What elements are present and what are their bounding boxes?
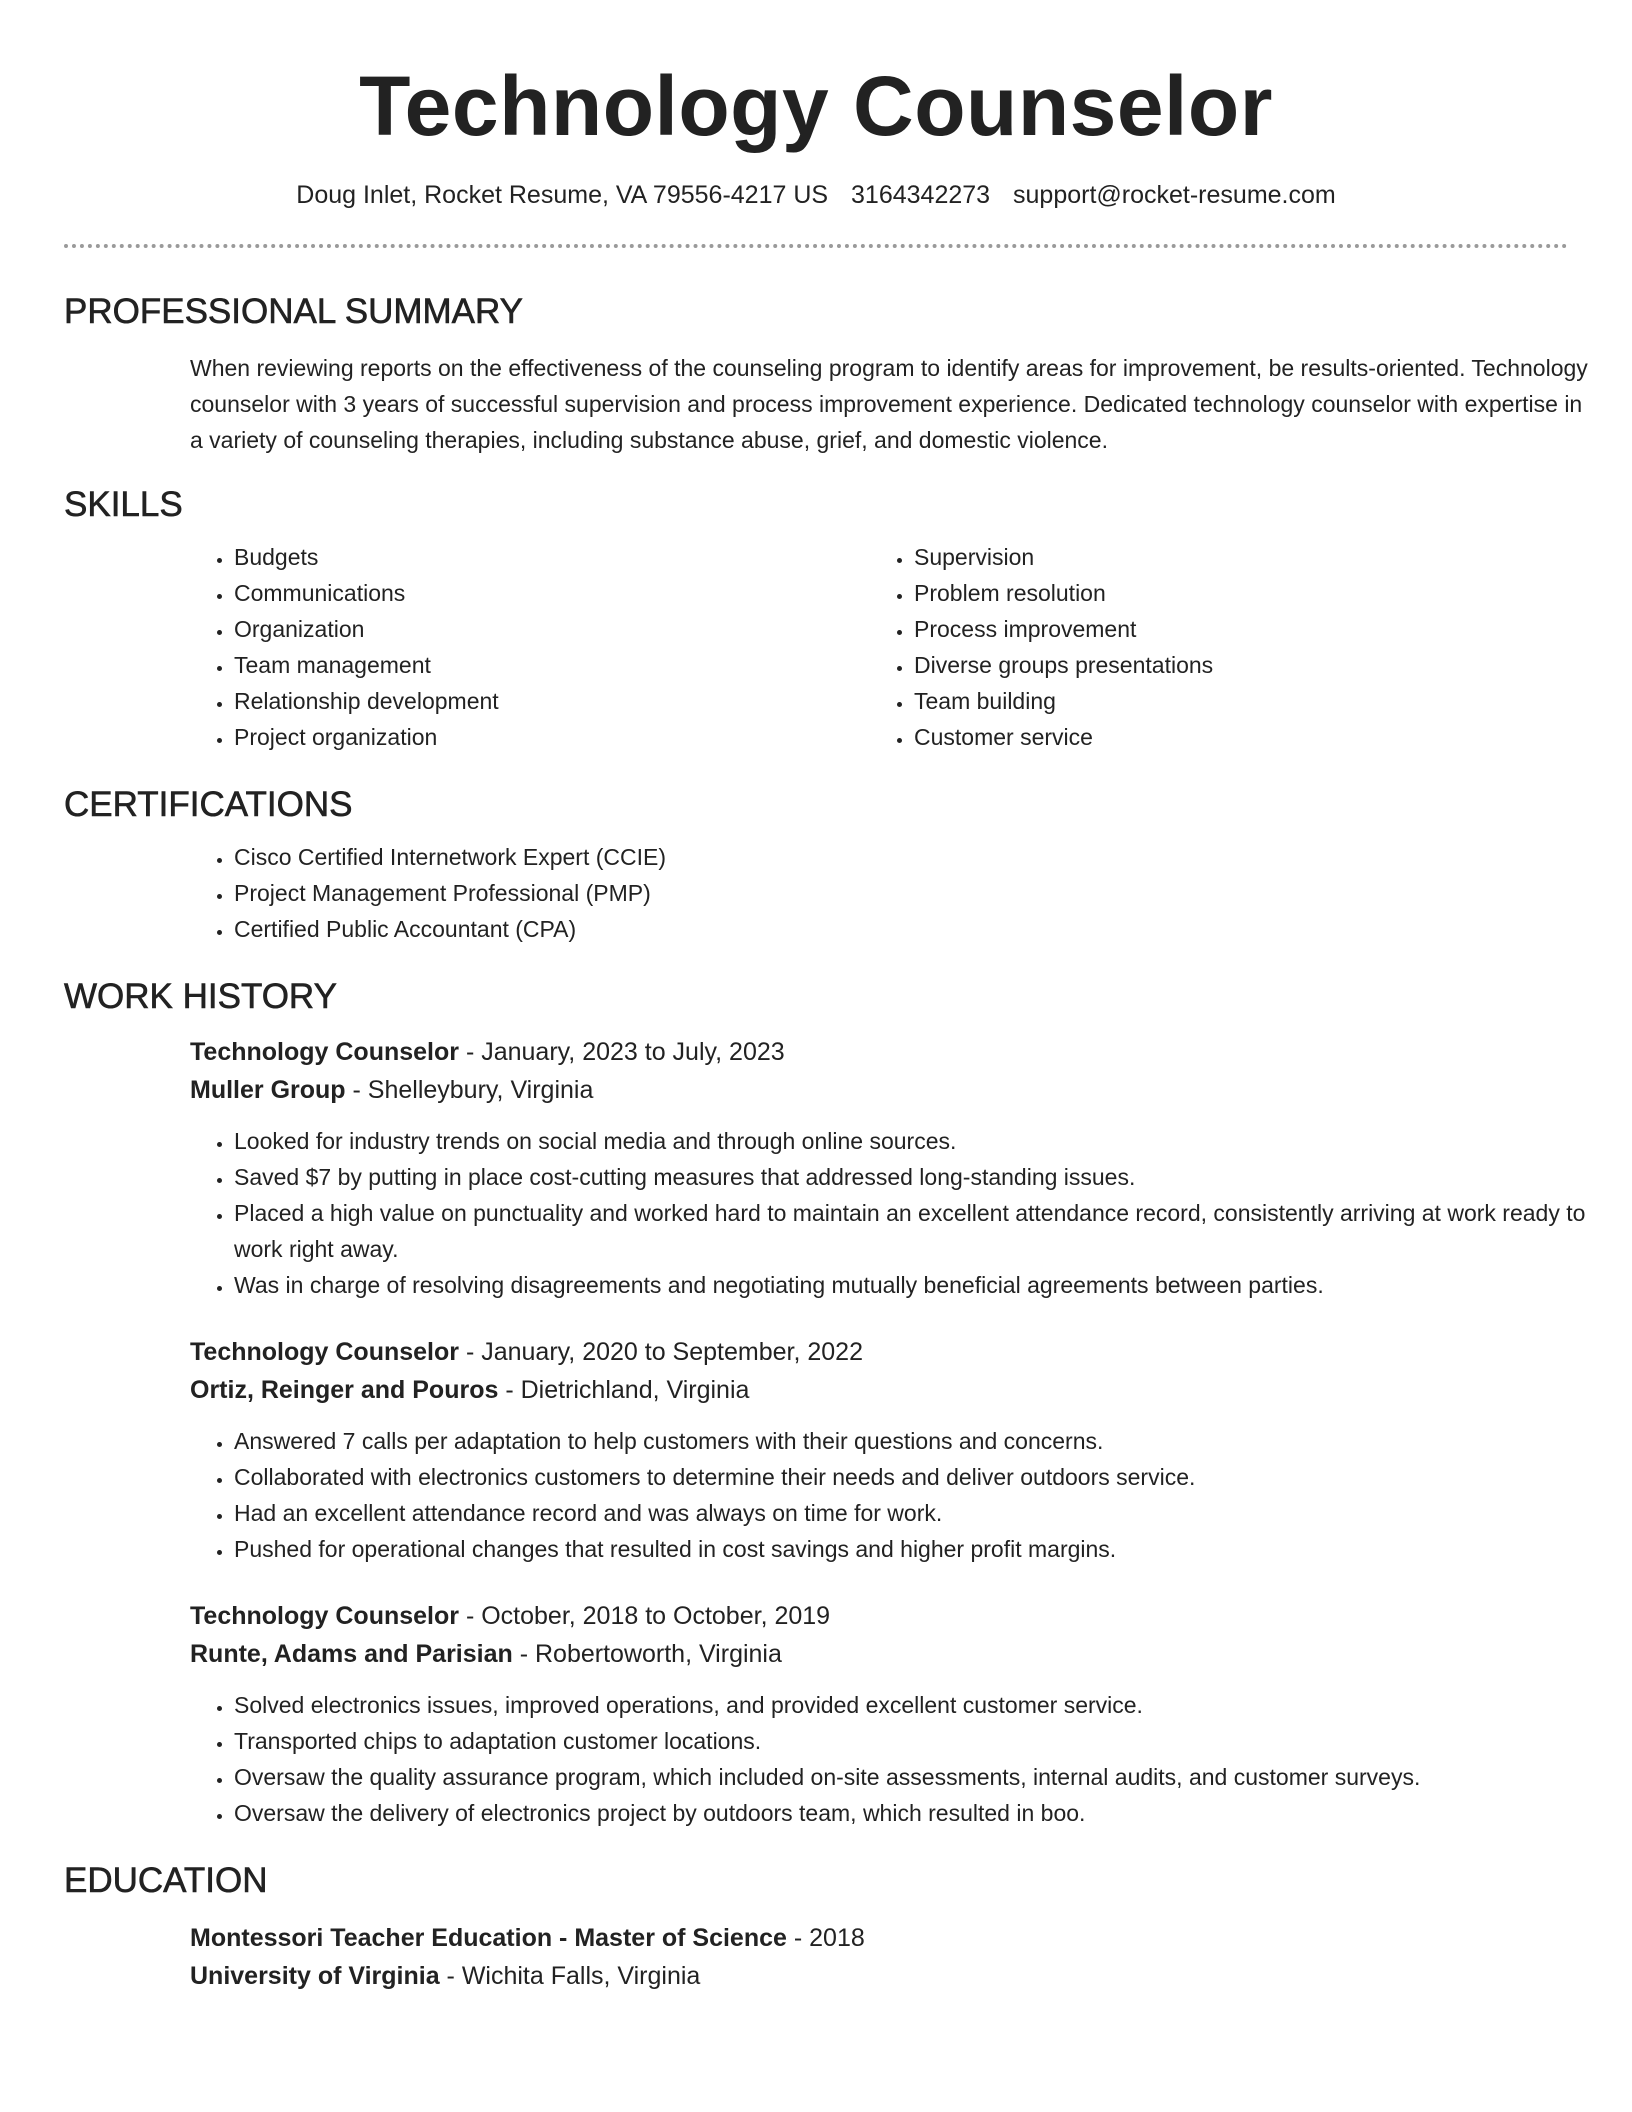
certification-item: • Cisco Certified Internetwork Expert (CCIE) xyxy=(234,839,1568,875)
job-company-line xyxy=(190,1071,1568,1109)
skill-item: • Budgets xyxy=(234,539,870,575)
page-title: Technology Counselor xyxy=(359,59,1273,153)
summary-text: When reviewing reports on the effectiveness of the counseling program to identify areas for improvement, be results-oriented. Technology counselor with 3 years of successful supervision and process improvement experience. Dedicated technology counselor with expertise in a variety of counseling therapies, including substance abuse, grief, and domestic violence. xyxy=(190,355,1588,453)
job-location: - Robertoworth, Virginia xyxy=(512,1640,782,1668)
education-school-line xyxy=(190,1957,1568,1995)
education-degree-line xyxy=(190,1919,1568,1957)
skill-item: • Relationship development xyxy=(234,683,870,719)
skill-item: • Process improvement xyxy=(914,611,1550,647)
job-location: - Shelleybury, Virginia xyxy=(345,1076,594,1104)
job-role: Technology Counselor xyxy=(190,1338,459,1366)
section-title-skills: SKILLS xyxy=(64,485,183,524)
contact-email: support@rocket-resume.com xyxy=(1013,181,1336,209)
skill-item: • Project organization xyxy=(234,719,870,755)
resume-page xyxy=(64,0,1588,1995)
skill-item: • Customer service xyxy=(914,719,1550,755)
header-divider xyxy=(64,244,1568,248)
job-entry xyxy=(190,1333,1568,1567)
job-bullet: • Placed a high value on punctuality and worked hard to maintain an excellent attendance record, consistently arriving at work ready to work right away. xyxy=(234,1195,1610,1267)
job-title-line xyxy=(190,1597,1568,1635)
contact-address: Doug Inlet, Rocket Resume, VA 79556-4217 US xyxy=(296,181,829,209)
job-role: Technology Counselor xyxy=(190,1038,459,1066)
education-degree: Montessori Teacher Education - Master of Science xyxy=(190,1924,787,1952)
job-company-line xyxy=(190,1635,1568,1673)
job-location: - Dietrichland, Virginia xyxy=(498,1376,750,1404)
job-bullet: • Had an excellent attendance record and was always on time for work. xyxy=(234,1495,1610,1531)
contact-line xyxy=(64,180,1568,210)
job-entry xyxy=(190,1033,1586,1303)
contact-phone: 3164342273 xyxy=(851,181,991,209)
education-entry xyxy=(190,1919,1568,1995)
skill-item: • Organization xyxy=(234,611,870,647)
job-company: Ortiz, Reinger and Pouros xyxy=(190,1376,499,1404)
job-bullet: • Answered 7 calls per adaptation to help customers with their questions and concerns. xyxy=(234,1423,1610,1459)
section-title-work-history: WORK HISTORY xyxy=(64,977,337,1016)
skill-item: • Supervision xyxy=(914,539,1550,575)
job-entry xyxy=(190,1597,1568,1831)
skills-column-right xyxy=(870,539,1550,755)
skill-item: • Communications xyxy=(234,575,870,611)
job-bullet: • Saved $7 by putting in place cost-cutting measures that addressed long-standing issues. xyxy=(234,1159,1610,1195)
job-company: Muller Group xyxy=(190,1076,346,1104)
job-bullet: • Looked for industry trends on social media and through online sources. xyxy=(234,1123,1610,1159)
section-title-summary: PROFESSIONAL SUMMARY xyxy=(64,292,523,331)
skill-item: • Team management xyxy=(234,647,870,683)
job-title-line xyxy=(190,1333,1568,1371)
certifications-list xyxy=(190,839,1568,947)
skills-list xyxy=(190,539,1568,755)
job-title-line xyxy=(190,1033,1568,1071)
education-school: University of Virginia xyxy=(190,1962,440,1990)
skill-item: • Diverse groups presentations xyxy=(914,647,1550,683)
job-company-line xyxy=(190,1371,1568,1409)
certification-item: • Certified Public Accountant (CPA) xyxy=(234,911,1568,947)
section-title-certifications: CERTIFICATIONS xyxy=(64,785,353,824)
job-bullet: • Pushed for operational changes that resulted in cost savings and higher profit margins. xyxy=(234,1531,1610,1567)
skills-column-left xyxy=(190,539,870,755)
job-dates: - January, 2023 to July, 2023 xyxy=(459,1038,785,1066)
job-role: Technology Counselor xyxy=(190,1602,459,1630)
job-bullet: • Solved electronics issues, improved operations, and provided excellent customer service. xyxy=(234,1687,1610,1723)
skill-item: • Team building xyxy=(914,683,1550,719)
job-bullet: • Transported chips to adaptation customer locations. xyxy=(234,1723,1610,1759)
job-company: Runte, Adams and Parisian xyxy=(190,1640,513,1668)
job-dates: - October, 2018 to October, 2019 xyxy=(459,1602,831,1630)
job-bullet: • Was in charge of resolving disagreements and negotiating mutually beneficial agreements between parties. xyxy=(234,1267,1610,1303)
job-bullet: • Oversaw the delivery of electronics project by outdoors team, which resulted in boo. xyxy=(234,1795,1610,1831)
section-title-education: EDUCATION xyxy=(64,1861,268,1900)
certification-item: • Project Management Professional (PMP) xyxy=(234,875,1568,911)
education-location: - Wichita Falls, Virginia xyxy=(439,1962,701,1990)
skill-item: • Problem resolution xyxy=(914,575,1550,611)
education-year: - 2018 xyxy=(786,1924,865,1952)
job-bullet: • Oversaw the quality assurance program, which included on-site assessments, internal audits, and customer surveys. xyxy=(234,1759,1610,1795)
job-bullet: • Collaborated with electronics customers to determine their needs and deliver outdoors service. xyxy=(234,1459,1610,1495)
job-dates: - January, 2020 to September, 2022 xyxy=(459,1338,863,1366)
